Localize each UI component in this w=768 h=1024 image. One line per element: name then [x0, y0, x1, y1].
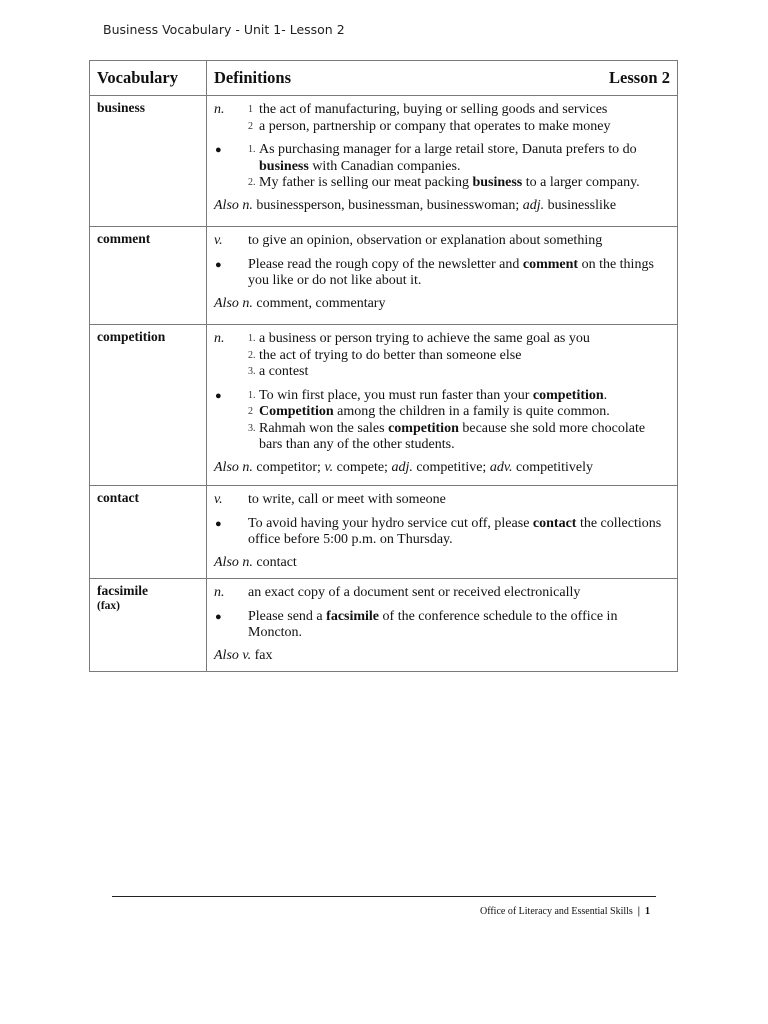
bullet-icon: ● [215, 389, 222, 402]
definitions-header-label: Definitions [214, 68, 292, 87]
example-text: To win first place, you must run faster than your competition. [259, 387, 608, 403]
footer-separator: | [637, 906, 640, 917]
also-forms: Also n. competitor; v. compete; adj. competitive; adv. competitively [214, 459, 593, 475]
table-row [90, 579, 678, 672]
example-text: To avoid having your hydro service cut off, please contact the collections office before 5:00 p.m. on Thursday. [248, 515, 662, 547]
vocab-word-bold: business [259, 158, 309, 174]
table-row [90, 325, 678, 486]
bullet-icon: ● [215, 610, 222, 623]
table-header-row [90, 61, 678, 96]
term-label: competition [97, 329, 166, 344]
also-forms: Also n. comment, commentary [214, 295, 386, 311]
example-text: As purchasing manager for a large retail store, Danuta prefers to do business with Canadian companies. [259, 142, 637, 174]
example-text: Please read the rough copy of the newsletter and comment on the things you like or do not like about it. [248, 256, 654, 288]
also-forms: Also v. fax [214, 647, 273, 663]
term-label: comment [97, 231, 151, 246]
definition-text: to give an opinion, observation or explanation about something [248, 233, 603, 248]
definition-number: 2 [248, 120, 253, 132]
table-row [90, 96, 678, 227]
vocab-word-bold: business [472, 175, 523, 190]
definition-text: the act of manufacturing, buying or selling goods and services [259, 102, 608, 117]
example-number: 3. [248, 422, 256, 434]
table-row [90, 486, 678, 579]
example-number: 1. [248, 389, 256, 401]
definition-cell [207, 325, 678, 486]
footer-divider [112, 896, 656, 897]
vocabulary-column-header: Vocabulary [90, 61, 207, 96]
definition-number: 2. [248, 349, 256, 361]
vocab-word-bold: facsimile [326, 608, 380, 624]
definition-text: a contest [259, 364, 309, 379]
example-number: 2 [248, 406, 253, 417]
part-of-speech: n. [214, 331, 225, 346]
page-footer [480, 906, 650, 917]
definition-text: to write, call or meet with someone [248, 492, 446, 507]
example-number: 1. [248, 144, 256, 155]
term-abbreviation: (fax) [97, 600, 120, 612]
definition-number: 1 [248, 104, 253, 115]
term-label: business [97, 100, 146, 115]
footer-org: Office of Literacy and Essential Skills [479, 906, 633, 917]
bullet-icon: ● [215, 258, 222, 271]
example-text: Competition among the children in a family is quite common. [259, 404, 610, 419]
also-forms: Also n. contact [214, 554, 297, 570]
definition-cell [207, 227, 678, 325]
part-of-speech: n. [214, 585, 225, 600]
example-number: 2. [248, 177, 256, 188]
part-of-speech: v. [214, 492, 223, 507]
vocab-word-bold: competition [388, 420, 459, 436]
page-number: 1 [645, 906, 650, 917]
also-forms: Also n. businessperson, businessman, businesswoman; adj. businesslike [214, 197, 617, 213]
vocab-word-bold: Competition [259, 404, 334, 419]
definition-cell [207, 96, 678, 227]
example-text: Rahmah won the sales competition because she sold more chocolate bars than any of the other students. [259, 420, 646, 452]
example-text: My father is selling our meat packing business to a larger company. [259, 175, 640, 190]
definition-number: 1. [248, 333, 256, 344]
definitions-column-header [207, 61, 678, 96]
definition-cell [207, 486, 678, 579]
term-cell [90, 96, 207, 227]
vocab-word-bold: competition [532, 387, 604, 403]
bullet-icon: ● [215, 144, 222, 156]
definition-cell [207, 579, 678, 672]
term-cell [90, 486, 207, 579]
example-text: Please send a facsimile of the conference schedule to the office in Moncton. [248, 608, 618, 640]
definition-text: the act of trying to do better than someone else [259, 347, 522, 363]
term-label: facsimile [97, 583, 148, 598]
lesson-label: Lesson 2 [609, 68, 670, 87]
part-of-speech: n. [214, 102, 225, 117]
definition-text: a business or person trying to achieve the same goal as you [259, 331, 590, 346]
table-row [90, 227, 678, 325]
term-cell [90, 579, 207, 672]
bullet-icon: ● [215, 517, 222, 530]
term-label: contact [97, 490, 139, 505]
page-header-title: Business Vocabulary - Unit 1- Lesson 2 [103, 22, 345, 37]
vocab-word-bold: comment [522, 256, 579, 272]
part-of-speech: v. [214, 233, 223, 248]
definition-text: an exact copy of a document sent or received electronically [248, 585, 581, 600]
definition-text: a person, partnership or company that operates to make money [259, 118, 611, 134]
vocab-word-bold: contact [532, 515, 577, 531]
term-cell [90, 227, 207, 325]
term-cell [90, 325, 207, 486]
vocabulary-table [89, 60, 678, 672]
definition-number: 3. [248, 366, 256, 377]
